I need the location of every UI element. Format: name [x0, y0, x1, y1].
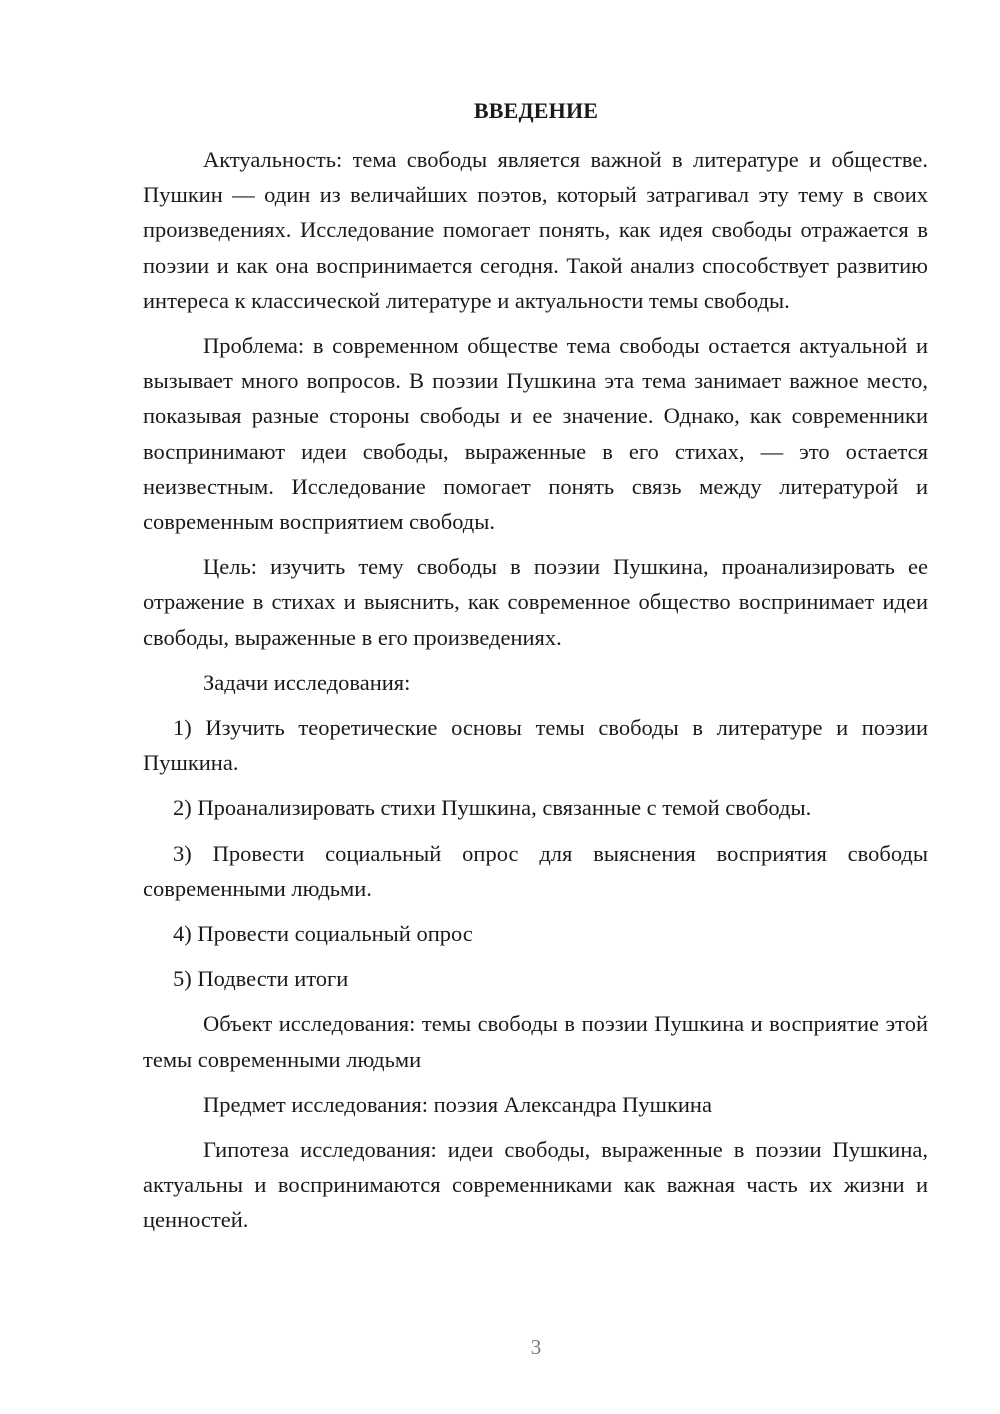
section-heading: ВВЕДЕНИЕ	[473, 98, 599, 123]
goal-paragraph: Цель: изучить тему свободы в поэзии Пушкина, проанализировать ее отражение в стихах и выяснить, как современное общество воспринимает идеи свободы, выраженные в его произведениях.	[143, 554, 928, 650]
task-item: 4) Провести социальный опрос	[173, 921, 473, 947]
task-item: 1) Изучить теоретические основы темы свободы в литературе и поэзии Пушкина.	[143, 715, 928, 776]
hypothesis-paragraph: Гипотеза исследования: идеи свободы, выраженные в поэзии Пушкина, актуальны и воспринимаются современниками как важная часть их жизни и ценностей.	[143, 1137, 928, 1233]
task-item: 2) Проанализировать стихи Пушкина, связанные с темой свободы.	[173, 795, 812, 821]
task-item: 5) Подвести итоги	[173, 966, 349, 992]
tasks-heading: Задачи исследования:	[203, 669, 411, 695]
problem-paragraph: Проблема: в современном обществе тема свободы остается актуальной и вызывает много вопросов. В поэзии Пушкина эта тема занимает важное место, показывая разные стороны свободы и ее значение. Однако, как современники воспринимают идеи свободы, выраженные в его стихах, — это остается неизвестным. Исследование помогает понять связь между литературой и современным восприятием свободы.	[143, 333, 928, 535]
page-number: 3	[530, 1335, 542, 1359]
document-body	[143, 142, 928, 1248]
relevance-paragraph: Актуальность: тема свободы является важной в литературе и обществе. Пушкин — один из величайших поэтов, который затрагивал эту тему в своих произведениях. Исследование помогает понять, как идея свободы отражается в поэзии и как она воспринимается сегодня. Такой анализ способствует развитию интереса к классической литературе и актуальности темы свободы.	[143, 147, 928, 313]
research-object-paragraph: Объект исследования: темы свободы в поэзии Пушкина и восприятие этой темы современными людьми	[143, 1011, 928, 1072]
research-subject-paragraph: Предмет исследования: поэзия Александра Пушкина	[203, 1091, 712, 1117]
task-item: 3) Провести социальный опрос для выяснения восприятия свободы современными людьми.	[143, 840, 928, 901]
